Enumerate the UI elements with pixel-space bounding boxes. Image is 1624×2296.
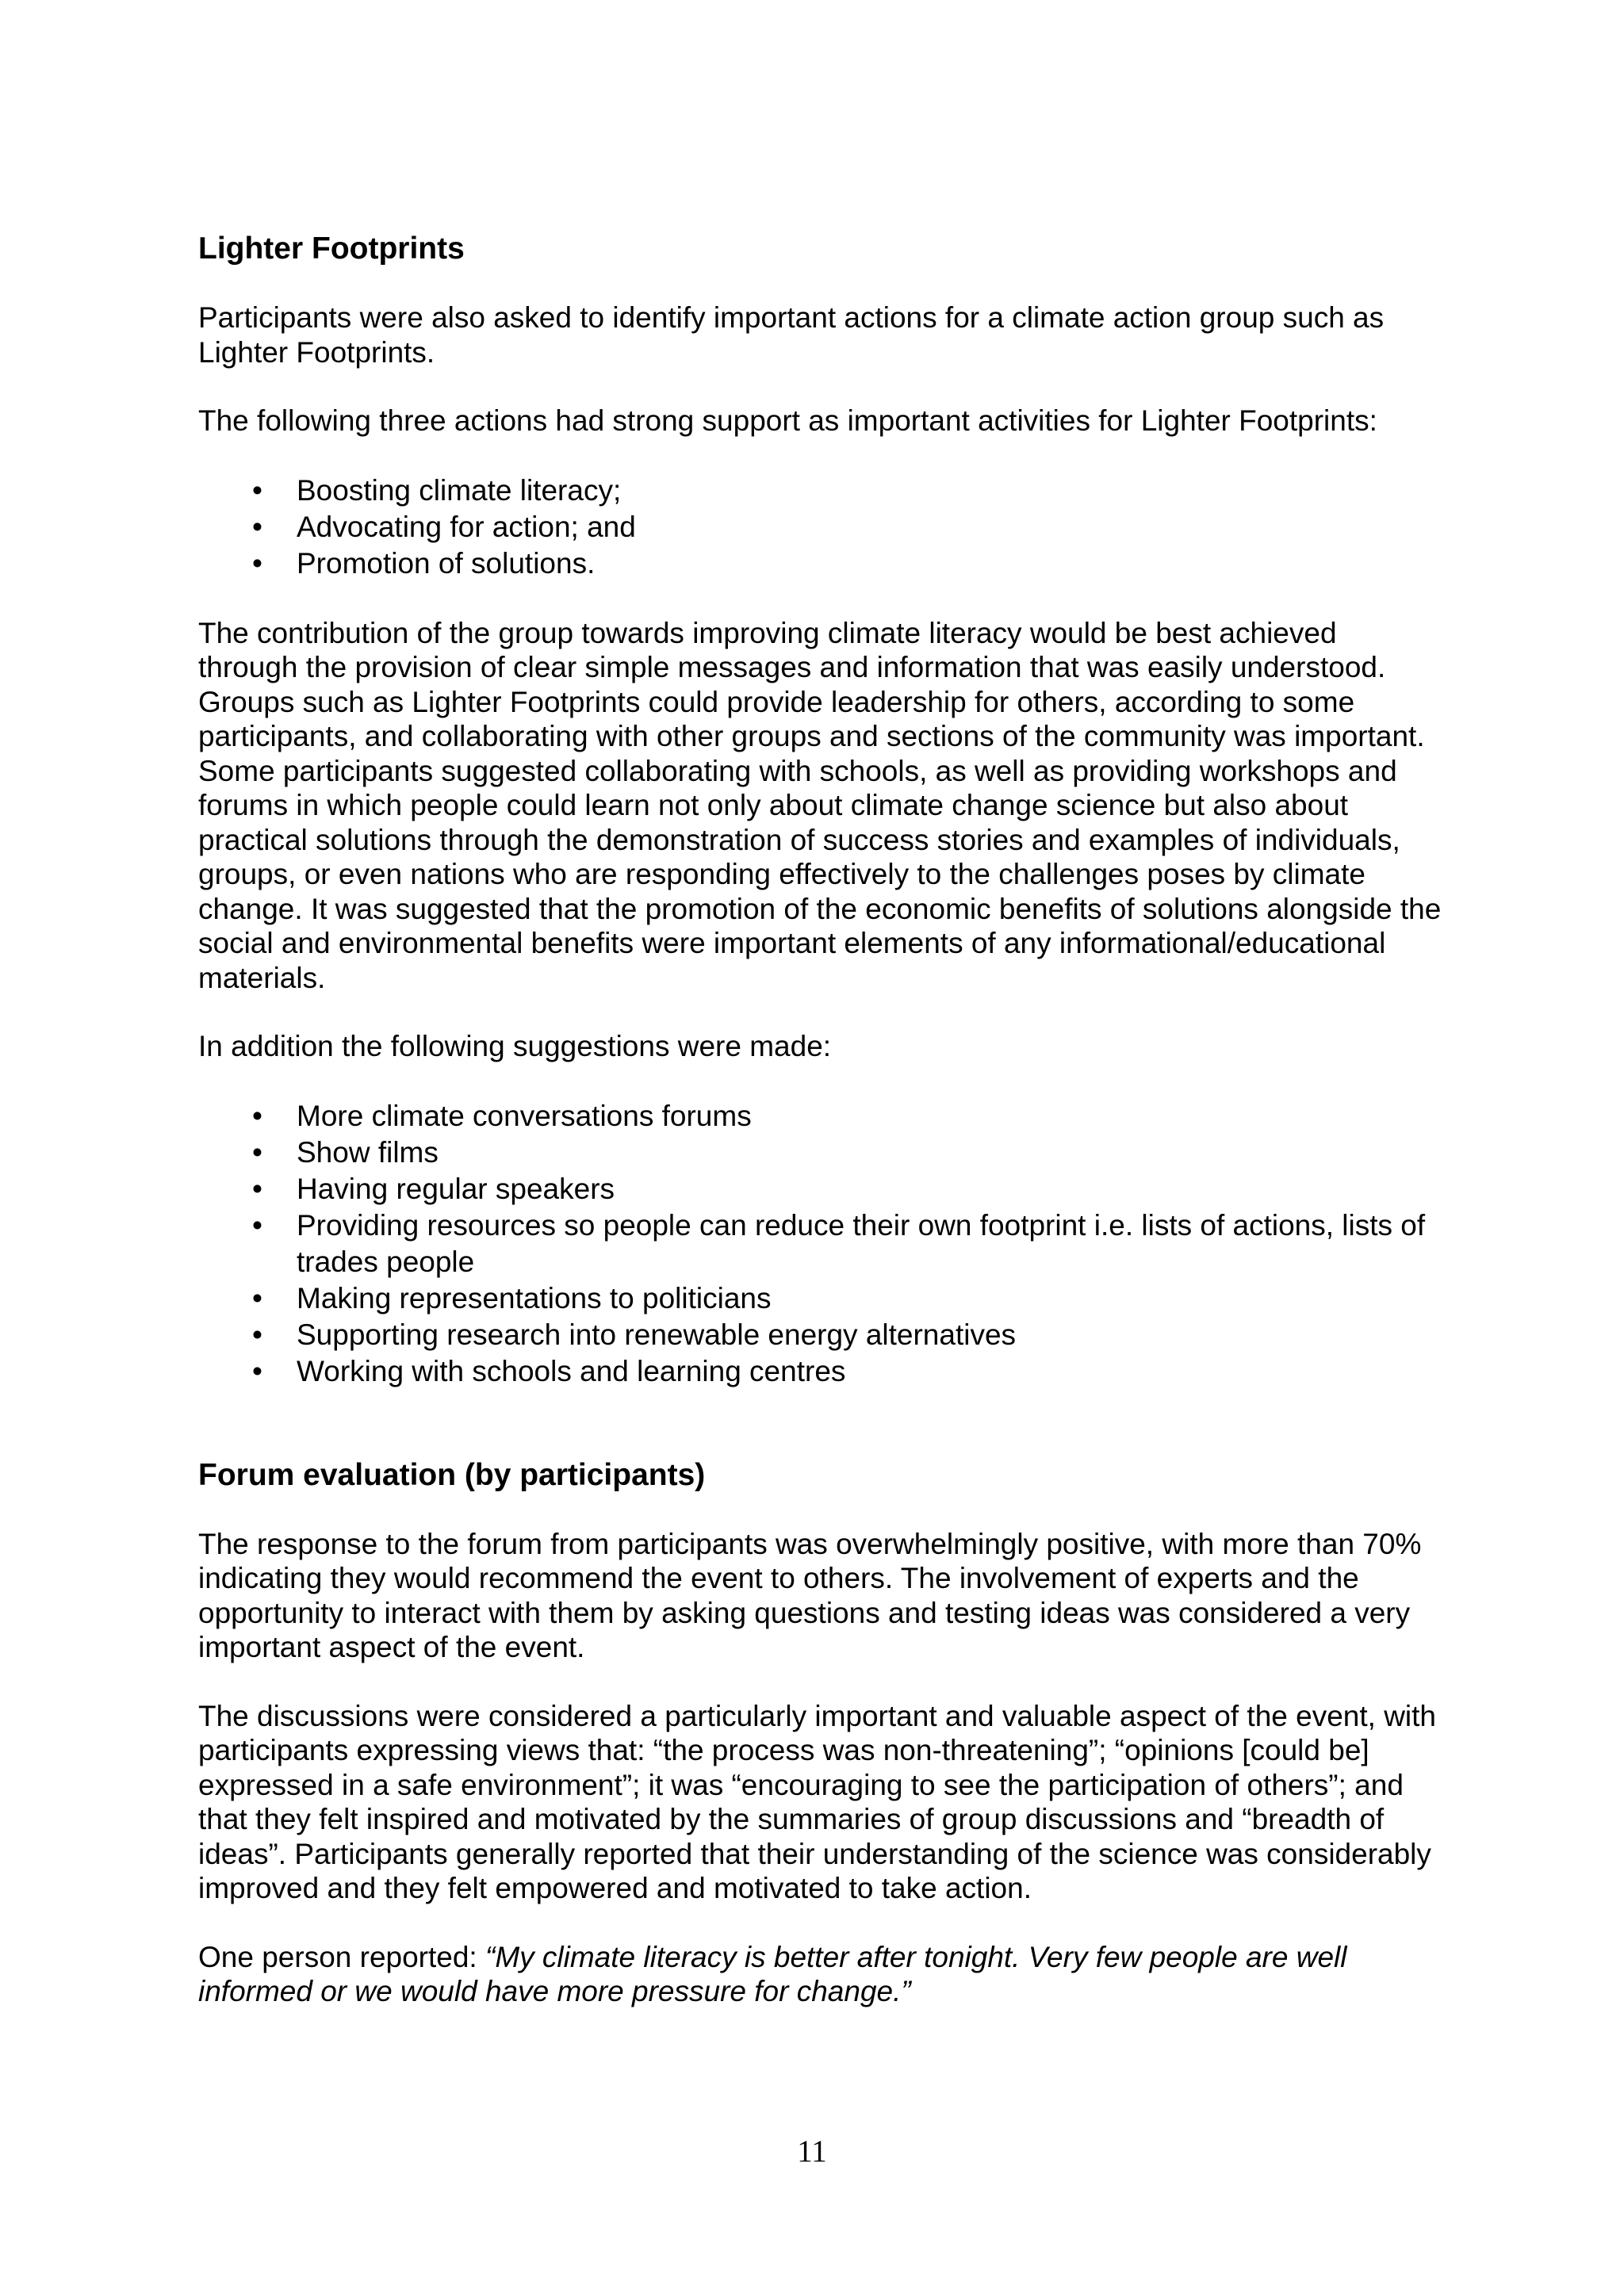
participant-quote: “My climate literacy is better after tonight. Very few people are well informed or we would have more pressure for change.” <box>198 1940 1347 2007</box>
evaluation-paragraph-2: The discussions were considered a particularly important and valuable aspect of the event, with participants expressing views that: “the process was non-threatening”; “opinions [could be] expressed in a safe environment”; it was “encouraging to see the participation of others”; and that they felt inspired and motivated by the summaries of group discussions and “breadth of ideas”. Participants generally reported that their understanding of the science was considerably improved and they felt empowered and motivated to take action. <box>198 1699 1437 1904</box>
bullet-icon: • <box>252 1099 262 1132</box>
list-item: • Boosting climate literacy; <box>198 473 1443 509</box>
section-heading-forum-evaluation: Forum evaluation (by participants) <box>198 1457 706 1492</box>
section-heading-lighter-footprints: Lighter Footprints <box>198 232 465 266</box>
list-item: • Supporting research into renewable energy alternatives <box>198 1317 1443 1353</box>
actions-lead-paragraph: The following three actions had strong support as important activities for Lighter Footprints: <box>198 404 1377 437</box>
quote-paragraph <box>198 1940 1443 2009</box>
intro-paragraph: Participants were also asked to identify important actions for a climate action group such as Lighter Footprints. <box>198 301 1385 369</box>
bullet-icon: • <box>252 1354 262 1387</box>
list-item: • Having regular speakers <box>198 1171 1443 1207</box>
body-paragraph: The contribution of the group towards improving climate literacy would be best achieved through the provision of clear simple messages and information that was easily understood. Groups such as Lighter Footprints could provide leadership for others, according to some participants, and collaborating with other groups and sections of the community was important. Some participants suggested collaborating with schools, as well as providing workshops and forums in which people could learn not only about climate change science but also about practical solutions through the demonstration of success stories and examples of individuals, groups, or even nations who are responding effectively to the challenges poses by climate change. It was suggested that the promotion of the economic benefits of solutions alongside the social and environmental benefits were important elements of any informational/educational materials. <box>198 616 1442 994</box>
bullet-icon: • <box>252 510 262 543</box>
bullet-icon: • <box>252 1208 262 1242</box>
list-item: • Advocating for action; and <box>198 509 1443 545</box>
bullet-icon: • <box>252 1172 262 1205</box>
bullet-icon: • <box>252 473 262 507</box>
list-item: • Working with schools and learning centres <box>198 1353 1443 1390</box>
actions-list <box>198 473 1443 582</box>
page-content <box>198 230 1443 2009</box>
bullet-icon: • <box>252 546 262 580</box>
list-item: • Providing resources so people can reduce their own footprint i.e. lists of actions, lists of trades people <box>252 1208 1426 1278</box>
evaluation-paragraph-1: The response to the forum from participants was overwhelmingly positive, with more than 70% indicating they would recommend the event to others. The involvement of experts and the opportunity to interact with them by asking questions and testing ideas was considered a very important aspect of the event. <box>198 1527 1422 1663</box>
suggestions-list <box>198 1098 1443 1390</box>
bullet-icon: • <box>252 1318 262 1351</box>
page-number: 11 <box>797 2134 827 2168</box>
bullet-icon: • <box>252 1281 262 1314</box>
list-item: • More climate conversations forums <box>198 1098 1443 1135</box>
list-item: • Show films <box>198 1135 1443 1171</box>
list-item: • Promotion of solutions. <box>198 545 1443 582</box>
suggestions-lead-paragraph: In addition the following suggestions were made: <box>198 1030 832 1062</box>
quote-intro: One person reported: <box>198 1940 485 1973</box>
bullet-icon: • <box>252 1135 262 1169</box>
list-item: • Making representations to politicians <box>198 1280 1443 1317</box>
